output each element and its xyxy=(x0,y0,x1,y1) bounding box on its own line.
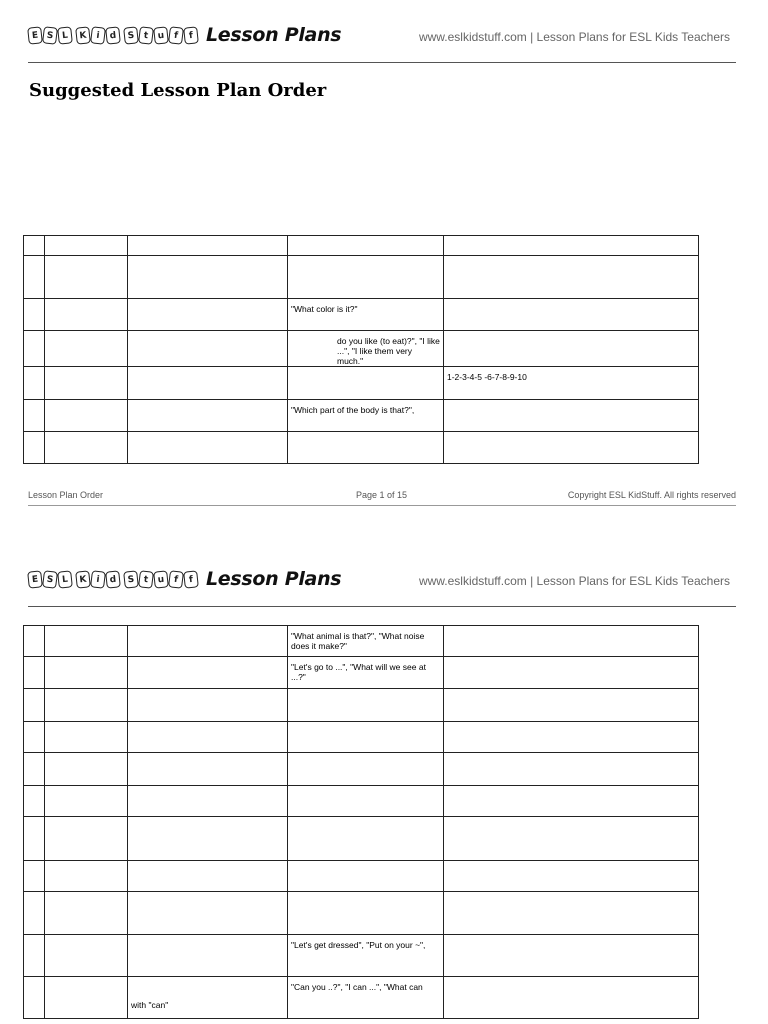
logo-text: Lesson Plans xyxy=(206,568,342,590)
table-cell xyxy=(128,977,288,1019)
table-cell xyxy=(24,367,45,400)
logo-letter: E xyxy=(27,26,43,44)
table-cell xyxy=(288,657,444,689)
footer-doc-name: Lesson Plan Order xyxy=(28,490,104,500)
table-cell xyxy=(128,626,288,657)
logo-letter: d xyxy=(105,570,121,588)
logo-letter: K xyxy=(75,26,91,44)
cell-text: do you like (to eat)?", "I like ...", "I like them very much." xyxy=(337,336,440,366)
logo-letter: i xyxy=(90,570,106,589)
table-row xyxy=(24,256,699,299)
table-cell xyxy=(288,935,444,977)
table-row xyxy=(24,689,699,722)
table-cell xyxy=(288,432,444,464)
table-row xyxy=(24,892,699,935)
table-cell xyxy=(444,977,699,1019)
table-row xyxy=(24,626,699,657)
logo-text: Lesson Plans xyxy=(206,24,342,46)
cell-text: "Can you ..?", "I can ...", "What can xyxy=(291,982,423,992)
table-cell xyxy=(288,977,444,1019)
table-cell xyxy=(45,400,128,432)
logo-letter: E xyxy=(27,570,43,588)
table-cell xyxy=(128,367,288,400)
table-row xyxy=(24,331,699,367)
table-cell xyxy=(24,432,45,464)
table-cell xyxy=(45,722,128,753)
page-header xyxy=(28,562,736,607)
table-row xyxy=(24,432,699,464)
table-cell xyxy=(24,299,45,331)
logo-letter: S xyxy=(42,570,58,589)
table-cell xyxy=(444,861,699,892)
table-cell xyxy=(288,786,444,817)
logo-letter: f xyxy=(168,570,184,589)
logo-letter: f xyxy=(183,26,199,44)
table-row xyxy=(24,722,699,753)
table-row xyxy=(24,786,699,817)
logo-letter: L xyxy=(57,26,73,44)
logo-letter: K xyxy=(75,570,91,588)
table-cell xyxy=(288,367,444,400)
cell-text: "Let's go to ...", "What will we see at ...?" xyxy=(291,662,426,682)
table-cell xyxy=(444,786,699,817)
cell-text: "What animal is that?", "What noise does it make?" xyxy=(291,631,425,651)
table-cell xyxy=(45,299,128,331)
table-cell xyxy=(288,256,444,299)
table-cell xyxy=(24,331,45,367)
table-row xyxy=(24,977,699,1019)
table-cell xyxy=(444,299,699,331)
table-cell xyxy=(24,861,45,892)
table-cell xyxy=(288,400,444,432)
table-cell xyxy=(444,432,699,464)
page-header xyxy=(28,18,736,63)
cell-text: "Which part of the body is that?", xyxy=(291,405,415,415)
table-cell xyxy=(444,689,699,722)
page-title: Suggested Lesson Plan Order xyxy=(29,80,327,101)
table-cell xyxy=(45,817,128,861)
table-cell xyxy=(24,817,45,861)
logo-letter: t xyxy=(138,26,154,45)
cell-text: 1-2-3-4-5 -6-7-8-9-10 xyxy=(447,372,527,382)
table-cell xyxy=(45,657,128,689)
logo-letter: S xyxy=(42,26,58,45)
site-link[interactable]: www.eslkidstuff.com | Lesson Plans for ESL Kids Teachers xyxy=(418,574,730,588)
table-cell xyxy=(288,689,444,722)
table-cell xyxy=(288,626,444,657)
table-row xyxy=(24,861,699,892)
logo-letter: d xyxy=(105,26,121,44)
table-cell xyxy=(45,256,128,299)
footer-copyright: Copyright ESL KidStuff. All rights reserved xyxy=(567,490,736,500)
table-cell xyxy=(444,331,699,367)
page-footer xyxy=(28,489,736,506)
table-cell xyxy=(444,657,699,689)
table-cell xyxy=(45,892,128,935)
table-cell xyxy=(444,626,699,657)
logo-letter: S xyxy=(123,570,139,588)
table-row xyxy=(24,817,699,861)
cell-text: "Let's get dressed", "Put on your ~", xyxy=(291,940,426,950)
table-cell xyxy=(24,935,45,977)
table-cell xyxy=(128,256,288,299)
logo-letter: t xyxy=(138,570,154,589)
logo-letter: f xyxy=(168,26,184,45)
lesson-table-2 xyxy=(23,625,699,1019)
table-cell xyxy=(128,299,288,331)
table-cell xyxy=(24,400,45,432)
table-cell xyxy=(24,256,45,299)
table-row xyxy=(24,657,699,689)
table-cell xyxy=(444,367,699,400)
table-cell xyxy=(24,657,45,689)
table-cell xyxy=(288,236,444,256)
table-cell xyxy=(128,817,288,861)
table-cell xyxy=(24,786,45,817)
table-cell xyxy=(288,722,444,753)
table-cell xyxy=(444,722,699,753)
table-cell xyxy=(45,432,128,464)
table-cell xyxy=(128,935,288,977)
table-cell xyxy=(128,400,288,432)
table-cell xyxy=(24,977,45,1019)
table-cell xyxy=(128,432,288,464)
table-cell xyxy=(24,236,45,256)
table-cell xyxy=(128,753,288,786)
table-cell xyxy=(444,400,699,432)
table-cell xyxy=(444,753,699,786)
table-cell xyxy=(128,786,288,817)
table-cell xyxy=(128,689,288,722)
logo-letter: u xyxy=(153,570,169,588)
table-row xyxy=(24,299,699,331)
logo-letter: u xyxy=(153,26,169,44)
table-cell xyxy=(128,722,288,753)
footer-page-number: Page 1 of 15 xyxy=(356,490,408,500)
table-cell xyxy=(444,256,699,299)
table-cell xyxy=(45,236,128,256)
table-cell xyxy=(288,892,444,935)
cell-text: with "can" xyxy=(131,1000,169,1010)
table-row xyxy=(24,753,699,786)
eslkidstuff-logo xyxy=(28,568,341,590)
eslkidstuff-logo xyxy=(28,24,341,46)
table-cell xyxy=(288,753,444,786)
table-cell xyxy=(444,817,699,861)
table-cell xyxy=(288,299,444,331)
table-cell xyxy=(24,892,45,935)
table-cell xyxy=(444,935,699,977)
logo-letter: f xyxy=(183,570,199,588)
table-cell xyxy=(45,786,128,817)
logo-letter: S xyxy=(123,26,139,44)
table-cell xyxy=(288,331,444,367)
table-cell xyxy=(45,935,128,977)
table-cell xyxy=(24,689,45,722)
table-cell xyxy=(128,892,288,935)
table-cell xyxy=(45,331,128,367)
table-cell xyxy=(444,892,699,935)
table-cell xyxy=(24,626,45,657)
site-link[interactable]: www.eslkidstuff.com | Lesson Plans for ESL Kids Teachers xyxy=(418,30,730,44)
table-cell xyxy=(45,861,128,892)
table-cell xyxy=(24,753,45,786)
table-cell xyxy=(128,861,288,892)
table-cell xyxy=(24,722,45,753)
table-row xyxy=(24,935,699,977)
table-cell xyxy=(288,817,444,861)
logo-letter: L xyxy=(57,570,73,588)
lesson-table-1 xyxy=(23,235,699,464)
table-cell xyxy=(128,236,288,256)
table-cell xyxy=(45,626,128,657)
cell-text: "What color is it?" xyxy=(291,304,358,314)
table-cell xyxy=(45,977,128,1019)
table-cell xyxy=(288,861,444,892)
table-cell xyxy=(128,331,288,367)
table-cell xyxy=(128,657,288,689)
table-row xyxy=(24,400,699,432)
table-row xyxy=(24,236,699,256)
logo-letter: i xyxy=(90,26,106,45)
table-cell xyxy=(45,689,128,722)
table-cell xyxy=(444,236,699,256)
table-cell xyxy=(45,753,128,786)
table-cell xyxy=(45,367,128,400)
table-row xyxy=(24,367,699,400)
